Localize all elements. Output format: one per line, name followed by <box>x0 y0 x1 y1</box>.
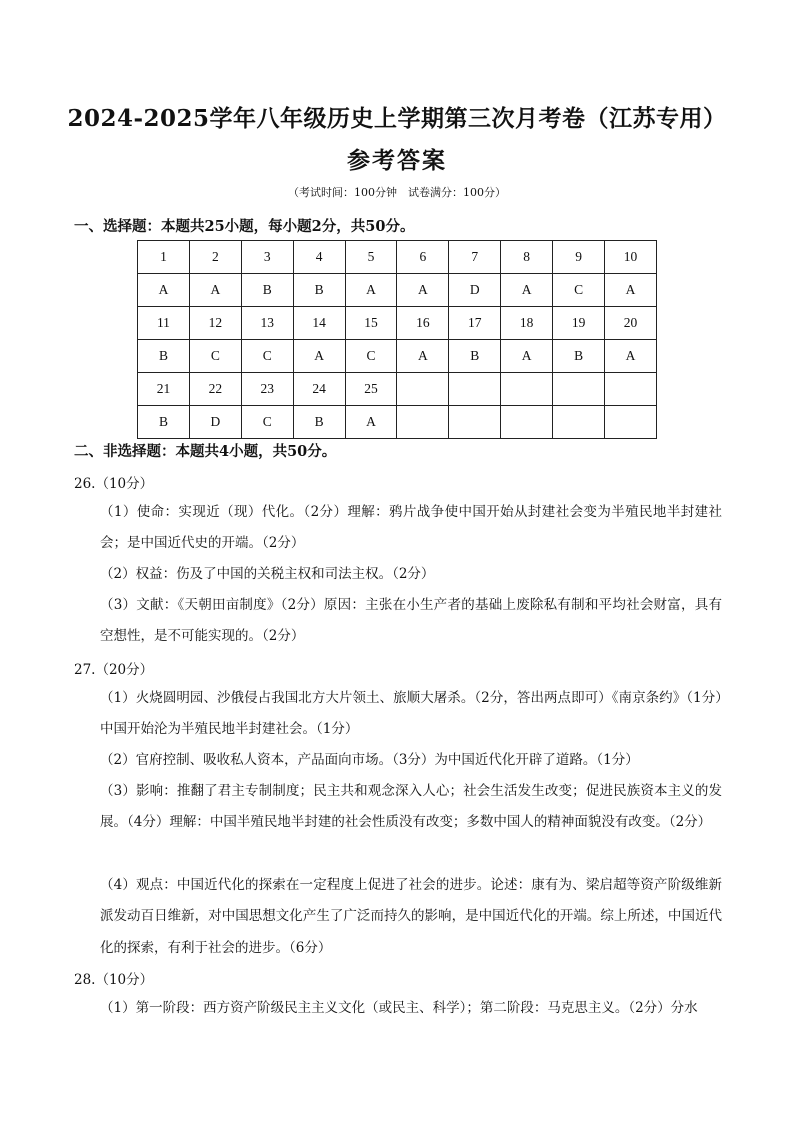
q28-part1: （1）第一阶段：西方资产阶级民主主义文化（或民主、科学）；第二阶段：马克思主义。（2分）分水 <box>100 1000 698 1016</box>
question-number-cell: 1 <box>138 241 190 274</box>
question-number-cell: 5 <box>345 241 397 274</box>
q27-part1: （1）火烧圆明园、沙俄侵占我国北方大片领土、旅顺大屠杀。（2分，答出两点即可）《南京条约》（1分）中国开始沦为半殖民地半封建社会。（1分） <box>100 690 722 738</box>
answer-cell: A <box>397 340 449 373</box>
answer-table-row <box>138 274 657 307</box>
answer-table-row <box>138 406 657 439</box>
answer-table-row <box>138 340 657 373</box>
question-number-cell: 8 <box>501 241 553 274</box>
question-number-cell: 19 <box>553 307 605 340</box>
section1-heading: 一、选择题：本题共25小题，每小题2分，共50分。 <box>74 218 415 235</box>
answer-table-row <box>138 241 657 274</box>
question-number-cell <box>605 373 657 406</box>
answer-cell: A <box>605 274 657 307</box>
answer-cell: A <box>605 340 657 373</box>
answer-table <box>137 240 657 439</box>
page-subtitle: 参考答案 <box>347 147 447 174</box>
q27-part2: （2）官府控制、吸收私人资本，产品面向市场。（3分）为中国近代化开辟了道路。（1分） <box>100 752 639 768</box>
answer-cell: B <box>553 340 605 373</box>
answer-cell: D <box>449 274 501 307</box>
q27-part3: （3）影响：推翻了君主专制制度；民主共和观念深入人心；社会生活发生改变；促进民族资本主义的发展。（4分）理解：中国半殖民地半封建的社会性质没有改变；多数中国人的精神面貌没有改变。（2分） <box>100 783 722 831</box>
answer-cell: C <box>189 340 241 373</box>
question-number-cell: 9 <box>553 241 605 274</box>
question-number-cell: 7 <box>449 241 501 274</box>
question-number-cell: 3 <box>241 241 293 274</box>
question-number-cell: 6 <box>397 241 449 274</box>
question-number-cell: 24 <box>293 373 345 406</box>
answer-cell <box>553 406 605 439</box>
answer-cell: B <box>241 274 293 307</box>
answer-cell: D <box>189 406 241 439</box>
question-number-cell: 10 <box>605 241 657 274</box>
q27-heading: 27.（20分） <box>74 662 154 678</box>
answer-cell: A <box>501 340 553 373</box>
answer-cell: C <box>553 274 605 307</box>
section2-heading: 二、非选择题：本题共4小题，共50分。 <box>74 443 337 460</box>
answer-cell: B <box>293 274 345 307</box>
answer-cell <box>397 406 449 439</box>
answer-cell: A <box>345 274 397 307</box>
page-title: 2024-2025学年八年级历史上学期第三次月考卷（江苏专用） <box>67 105 727 132</box>
question-number-cell: 17 <box>449 307 501 340</box>
answer-table-row <box>138 307 657 340</box>
q27-part4: （4）观点：中国近代化的探索在一定程度上促进了社会的进步。论述：康有为、梁启超等资产阶级维新派发动百日维新，对中国思想文化产生了广泛而持久的影响，是中国近代化的开端。综上所述，中国近代化的探索，有利于社会的进步。（6分） <box>100 877 722 956</box>
answer-cell: A <box>397 274 449 307</box>
answer-cell <box>449 406 501 439</box>
answer-cell: A <box>293 340 345 373</box>
question-number-cell: 22 <box>189 373 241 406</box>
question-number-cell: 13 <box>241 307 293 340</box>
question-number-cell: 15 <box>345 307 397 340</box>
answer-cell: C <box>345 340 397 373</box>
exam-info: （考试时间：100分钟 试卷满分：100分） <box>288 186 506 199</box>
answer-cell: C <box>241 406 293 439</box>
answer-cell <box>501 406 553 439</box>
answer-cell: C <box>241 340 293 373</box>
q26-part2: （2）权益：伤及了中国的关税主权和司法主权。（2分） <box>100 566 435 582</box>
answer-cell <box>605 406 657 439</box>
question-number-cell <box>449 373 501 406</box>
q26-heading: 26.（10分） <box>74 476 154 492</box>
question-number-cell: 2 <box>189 241 241 274</box>
question-number-cell: 21 <box>138 373 190 406</box>
question-number-cell <box>553 373 605 406</box>
question-number-cell: 18 <box>501 307 553 340</box>
question-number-cell <box>501 373 553 406</box>
answer-cell: B <box>449 340 501 373</box>
q26-part3: （3）文献：《天朝田亩制度》（2分）原因：主张在小生产者的基础上废除私有制和平均社会财富，具有空想性，是不可能实现的。（2分） <box>100 597 722 645</box>
answer-table-row <box>138 373 657 406</box>
question-number-cell: 12 <box>189 307 241 340</box>
question-number-cell: 25 <box>345 373 397 406</box>
question-number-cell: 20 <box>605 307 657 340</box>
answer-cell: A <box>189 274 241 307</box>
question-number-cell <box>397 373 449 406</box>
question-number-cell: 11 <box>138 307 190 340</box>
question-number-cell: 14 <box>293 307 345 340</box>
q28-heading: 28.（10分） <box>74 972 154 988</box>
answer-cell: A <box>501 274 553 307</box>
answer-cell: B <box>138 340 190 373</box>
question-number-cell: 4 <box>293 241 345 274</box>
answer-cell: A <box>345 406 397 439</box>
answer-cell: B <box>293 406 345 439</box>
answer-cell: A <box>138 274 190 307</box>
q26-part1: （1）使命：实现近（现）代化。（2分）理解：鸦片战争使中国开始从封建社会变为半殖民地半封建社会；是中国近代史的开端。（2分） <box>100 504 722 552</box>
question-number-cell: 23 <box>241 373 293 406</box>
question-number-cell: 16 <box>397 307 449 340</box>
answer-cell: B <box>138 406 190 439</box>
